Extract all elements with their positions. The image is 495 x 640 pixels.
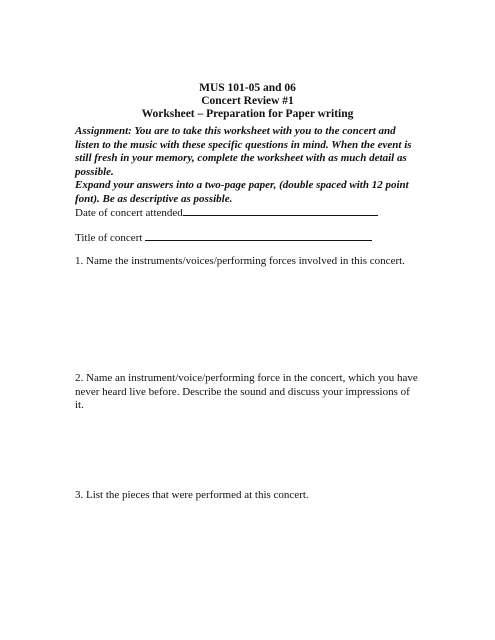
question-2: 2. Name an instrument/voice/performing force in the concert, which you have never heard live before. Describe the sound and discuss your impressions of it. bbox=[75, 372, 418, 411]
title-blank-line[interactable] bbox=[145, 230, 372, 241]
question-3: 3. List the pieces that were performed at this concert. bbox=[75, 489, 309, 501]
title-field bbox=[75, 230, 372, 246]
question-1: 1. Name the instruments/voices/performing forces involved in this concert. bbox=[75, 255, 405, 267]
expand-instructions: Expand your answers into a two-page paper, (double spaced with 12 point font). Be as descriptive as possible. bbox=[75, 179, 409, 205]
review-title: Concert Review #1 bbox=[201, 95, 294, 107]
worksheet-title: Worksheet – Preparation for Paper writing bbox=[141, 108, 354, 120]
assignment-instructions: Assignment: You are to take this worksheet with you to the concert and listen to the music with these specific questions in mind. When the event is still fresh in your memory, complete the worksheet with as much detail as possible. bbox=[75, 125, 412, 178]
title-label: Title of concert bbox=[75, 232, 143, 244]
date-field bbox=[75, 205, 378, 221]
date-blank-line[interactable] bbox=[183, 205, 378, 216]
course-title: MUS 101-05 and 06 bbox=[199, 82, 296, 94]
date-label: Date of concert attended bbox=[75, 207, 183, 219]
document-header bbox=[0, 82, 495, 121]
